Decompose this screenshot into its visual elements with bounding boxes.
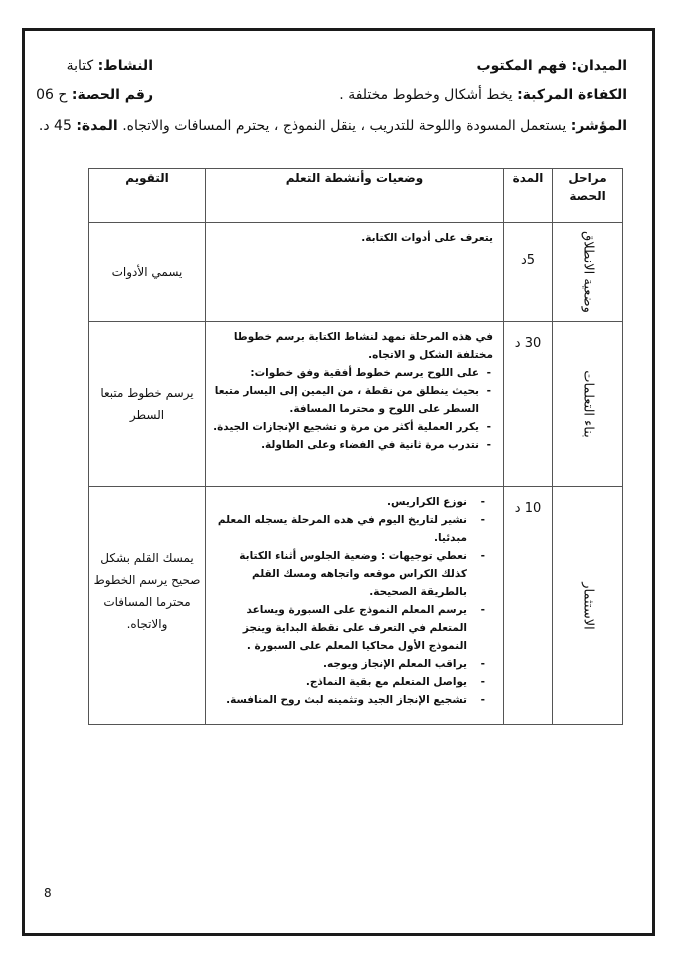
list-item: - بحيث ينطلق من نقطة ، من اليمين إلى اليسار متبعا السطر على اللوح و محترما المسافة. — [212, 382, 493, 418]
stage-cell — [553, 223, 623, 322]
activities-intro: في هذه المرحلة نمهد لنشاط الكتابة برسم خطوطا مختلفة الشكل و الاتجاه. — [233, 331, 493, 361]
list-item: - على اللوح يرسم خطوط أفقية وفق خطوات: — [212, 364, 493, 382]
competency-label: الكفاءة المركبة: — [517, 87, 627, 103]
activities-cell — [206, 487, 504, 725]
duration-label: المدة: — [76, 118, 118, 134]
indicator-value: يستعمل المسودة واللوحة للتدريب ، ينقل النموذج ، يحترم المسافات والاتجاه. — [122, 118, 567, 134]
competency-value: يخط أشكال وخطوط مختلفة . — [339, 87, 513, 103]
table-row — [89, 487, 623, 725]
list-item: - نعطي توجيهات : وضعية الجلوس أثناء الكتابة كذلك الكراس موقعه واتجاهه ومسك القلم بالطريقة الصحيحة. — [212, 547, 493, 601]
list-item: - نتدرب مرة ثانية في الفضاء وعلى الطاولة. — [212, 436, 493, 454]
list-item: - يراقب المعلم الإنجاز ويوجه. — [212, 655, 493, 673]
list-item: - يكرر العملية أكثر من مرة و تشجيع الإنجازات الجيدة. — [212, 418, 493, 436]
activities-intro: يتعرف على أدوات الكتابة. — [361, 232, 493, 244]
session-line — [36, 87, 153, 103]
header-stages: مراحل الحصة — [553, 169, 623, 223]
competency-line — [339, 87, 627, 103]
table-row — [89, 322, 623, 487]
activities-cell — [206, 322, 504, 487]
list-item: - تشجيع الإنجاز الجيد وتثمينه لبث روح المنافسة. — [212, 691, 493, 709]
activity-line — [67, 58, 153, 74]
duration-value: 45 د. — [38, 118, 72, 134]
page-number: 8 — [44, 886, 52, 900]
activities-cell — [206, 223, 504, 322]
field-line — [477, 58, 627, 74]
list-item: - نشير لتاريخ اليوم في هده المرحلة يسجله المعلم مبدئيا. — [212, 511, 493, 547]
evaluation-cell: يمسك القلم بشكل صحيح يرسم الخطوط محترما المسافات والاتجاه. — [89, 487, 206, 725]
table-row — [89, 223, 623, 322]
stage-cell — [553, 322, 623, 487]
list-item: - يواصل المتعلم مع بقية النماذج. — [212, 673, 493, 691]
stage-label: وضعية الانطلاق — [580, 231, 595, 313]
evaluation-cell: يرسم خطوط متبعا السطر — [89, 322, 206, 487]
stage-cell — [553, 487, 623, 725]
header-evaluation: التقويم — [89, 169, 206, 223]
evaluation-cell: يسمي الأدوات — [89, 223, 206, 322]
header-activities: وضعيات وأنشطة التعلم — [206, 169, 504, 223]
duration-cell: 10 د — [504, 487, 553, 725]
duration-cell: 30 د — [504, 322, 553, 487]
lesson-plan-table — [88, 168, 623, 725]
stage-label: بناء التعلمات — [580, 370, 595, 438]
session-value: ح 06 — [36, 87, 68, 103]
header-duration: المدة — [504, 169, 553, 223]
field-value: فهم المكتوب — [476, 58, 567, 74]
field-label: الميدان: — [571, 58, 627, 74]
stage-label: الاستثمار — [580, 581, 595, 630]
session-label: رقم الحصة: — [71, 87, 153, 103]
activity-value: كتابة — [66, 58, 94, 74]
duration-cell: 5د — [504, 223, 553, 322]
list-item: - نوزع الكراريس. — [212, 493, 493, 511]
indicator-line — [39, 118, 627, 134]
table-header-row — [89, 169, 623, 223]
list-item: - يرسم المعلم النموذج على السبورة ويساعد المتعلم في التعرف على نقطة البداية وينجز النموذج الأول محاكيا المعلم على السبورة . — [212, 601, 493, 655]
indicator-label: المؤشر: — [570, 118, 627, 134]
activity-label: النشاط: — [97, 58, 153, 74]
